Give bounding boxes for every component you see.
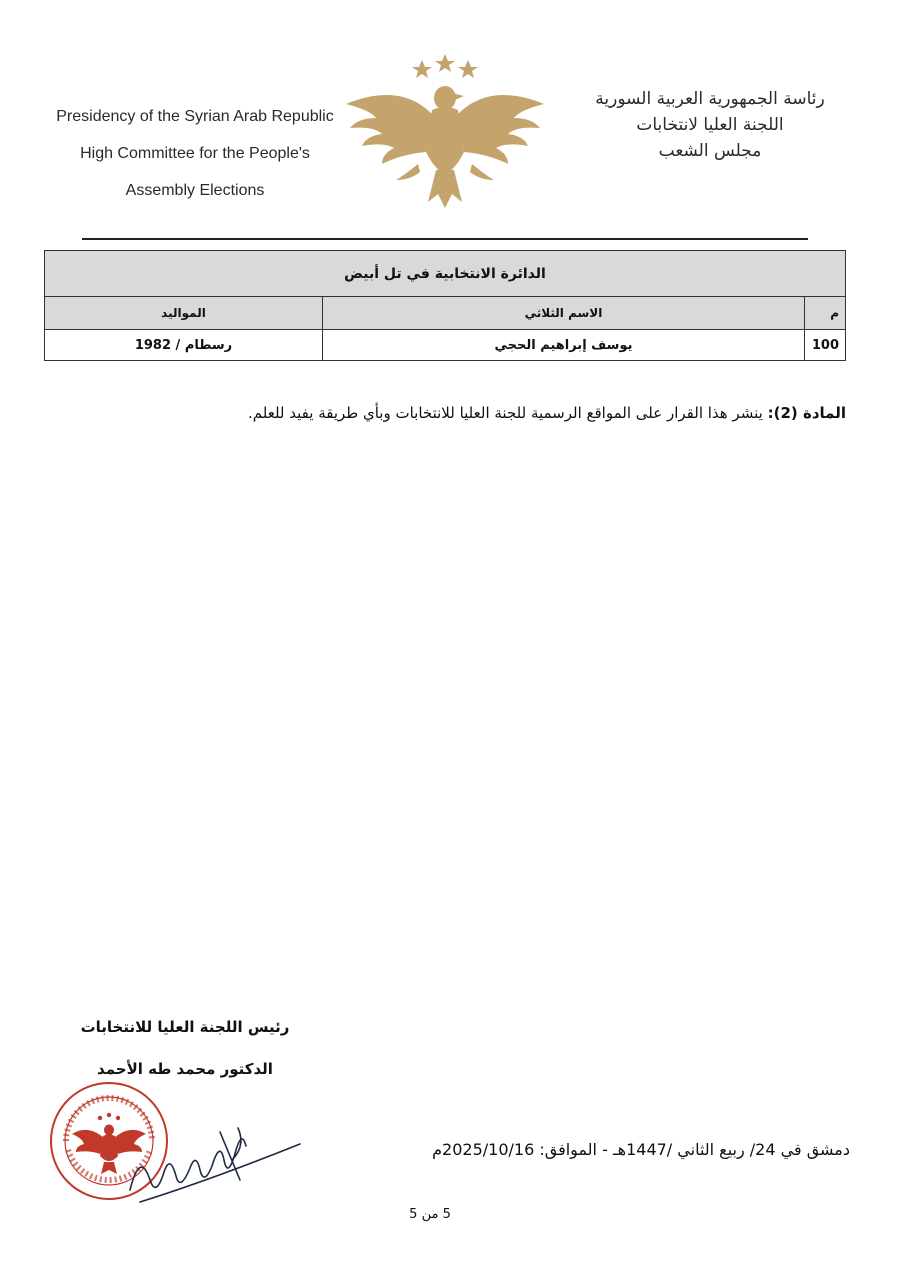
column-header-name: الاسم الثلاثي	[323, 297, 805, 330]
table-header-row	[45, 297, 846, 330]
date-line: دمشق في 24/ ربيع الثاني /1447هـ - الموافق: 2025/10/16م	[432, 1140, 850, 1159]
signatory-name: الدكتور محمد طه الأحمد	[97, 1060, 273, 1078]
table-title: الدائرة الانتخابية في تل أبيض	[45, 251, 846, 297]
table-row	[45, 330, 846, 361]
page-number: 5 من 5	[409, 1207, 451, 1222]
table-title-row	[45, 251, 846, 297]
signatory-title: رئيس اللجنة العليا للانتخابات	[80, 1018, 290, 1036]
arabic-header	[560, 86, 860, 164]
article-label: المادة (2):	[767, 404, 846, 422]
article-text: ينشر هذا القرار على المواقع الرسمية للجنة العليا للانتخابات وبأي طريقة يفيد للعلم.	[248, 404, 768, 422]
eagle-emblem-icon	[340, 52, 550, 214]
header-divider	[82, 238, 808, 240]
cell-birth: رسطام / 1982	[45, 330, 323, 361]
arabic-header-line-2: اللجنة العليا لانتخابات	[636, 115, 784, 135]
english-header-line-1: Presidency of the Syrian Arab Republic	[56, 108, 334, 125]
arabic-header-line-3: مجلس الشعب	[658, 141, 762, 161]
candidates-table	[44, 250, 846, 361]
cell-number: 100	[805, 330, 846, 361]
english-header	[40, 98, 350, 209]
column-header-number: م	[805, 297, 846, 330]
cell-name: يوسف إبراهيم الحجي	[323, 330, 805, 361]
arabic-header-line-1: رئاسة الجمهورية العربية السورية	[595, 89, 825, 109]
article-2	[180, 404, 846, 422]
column-header-birth: المواليد	[45, 297, 323, 330]
english-header-line-2: High Committee for the People's	[80, 145, 310, 162]
handwritten-signature	[120, 1110, 310, 1210]
english-header-line-3: Assembly Elections	[125, 182, 265, 199]
